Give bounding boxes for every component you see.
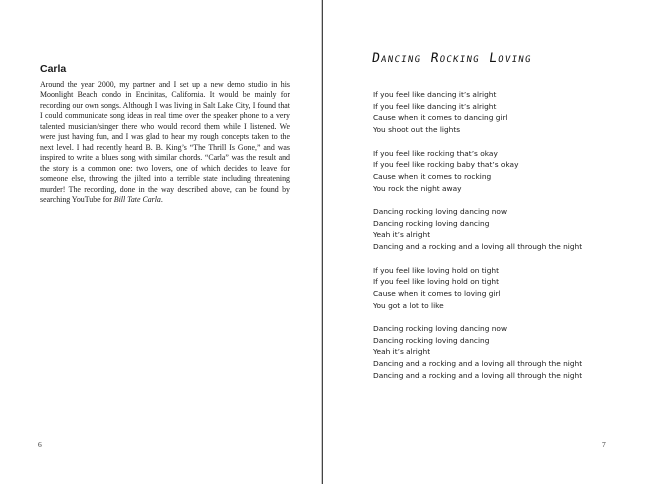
lyric-line: Dancing rocking loving dancing now	[373, 207, 507, 216]
lyric-line: If you feel like loving hold on tight	[373, 277, 499, 287]
song-title: Dancing Rocking Loving	[370, 51, 533, 66]
lyric-line: If you feel like rocking that’s okay	[373, 148, 498, 158]
lyrics-stanza-2	[373, 148, 635, 195]
lyric-line: Cause when it comes to dancing girl	[373, 113, 508, 123]
section-heading: Carla	[40, 63, 67, 75]
essay-text: Around the year 2000, my partner and I set up a new demo studio in his Moonlight Beach condo in Encinitas, California. It would be mainly for recording our own songs. Although I was living in Salt Lake City, I found that I could communicate song ideas in real time over the speaker phone to a very talented musician/singer there who would record them while I listened. We were just having fun, and I was glad to hear my rough concepts taken to the next level. I had recently heard B. B. King’s “The Thrill Is Gone,” and was inspired to write a blues song with similar chords. “Carla” was the result and the story is a common one: two lovers, one of which decides to leave for someone else, throwing the jilted into a terrible state including threatening murder! The recording, done in the way described above, can be found by searching YouTube for	[40, 80, 290, 204]
right-page	[323, 0, 645, 484]
page-number-left: 6	[38, 440, 42, 449]
lyric-line: Cause when it comes to rocking	[373, 171, 492, 181]
lyric-line: If you feel like dancing it’s alright	[373, 90, 497, 99]
lyric-line: Dancing rocking loving dancing	[373, 218, 490, 228]
essay-paragraph	[40, 80, 290, 205]
page-number-right: 7	[602, 440, 606, 449]
essay-body	[40, 80, 290, 205]
lyric-line: If you feel like loving hold on tight	[373, 265, 499, 275]
lyric-line: You rock the night away	[373, 183, 462, 193]
lyric-line: Yeah it’s alright	[373, 230, 431, 240]
lyrics-stanza-4	[373, 265, 635, 312]
lyric-line: Yeah it’s alright	[373, 347, 431, 357]
lyric-line: Cause when it comes to loving girl	[373, 288, 501, 298]
lyric-line: If you feel like rocking baby that’s okay	[373, 160, 519, 170]
lyrics-stanza-3	[373, 206, 635, 253]
lyrics	[373, 89, 635, 393]
lyric-line: You got a lot to like	[373, 300, 444, 310]
lyric-line: You shoot out the lights	[373, 125, 461, 135]
lyric-line: Dancing and a rocking and a loving all through the night	[373, 370, 583, 380]
essay-text-end: .	[160, 194, 163, 204]
lyric-line: If you feel like dancing it’s alright	[373, 101, 497, 111]
lyric-line: Dancing rocking loving dancing now	[373, 324, 507, 333]
lyrics-stanza-5	[373, 323, 635, 382]
lyrics-stanza-1	[373, 89, 635, 136]
essay-italic-search-term: Bill Tate Carla	[113, 194, 161, 204]
lyric-line: Dancing rocking loving dancing	[373, 335, 490, 345]
lyric-line: Dancing and a rocking and a loving all through the night	[373, 242, 583, 252]
left-page	[0, 0, 322, 484]
lyric-line: Dancing and a rocking and a loving all through the night	[373, 359, 583, 369]
